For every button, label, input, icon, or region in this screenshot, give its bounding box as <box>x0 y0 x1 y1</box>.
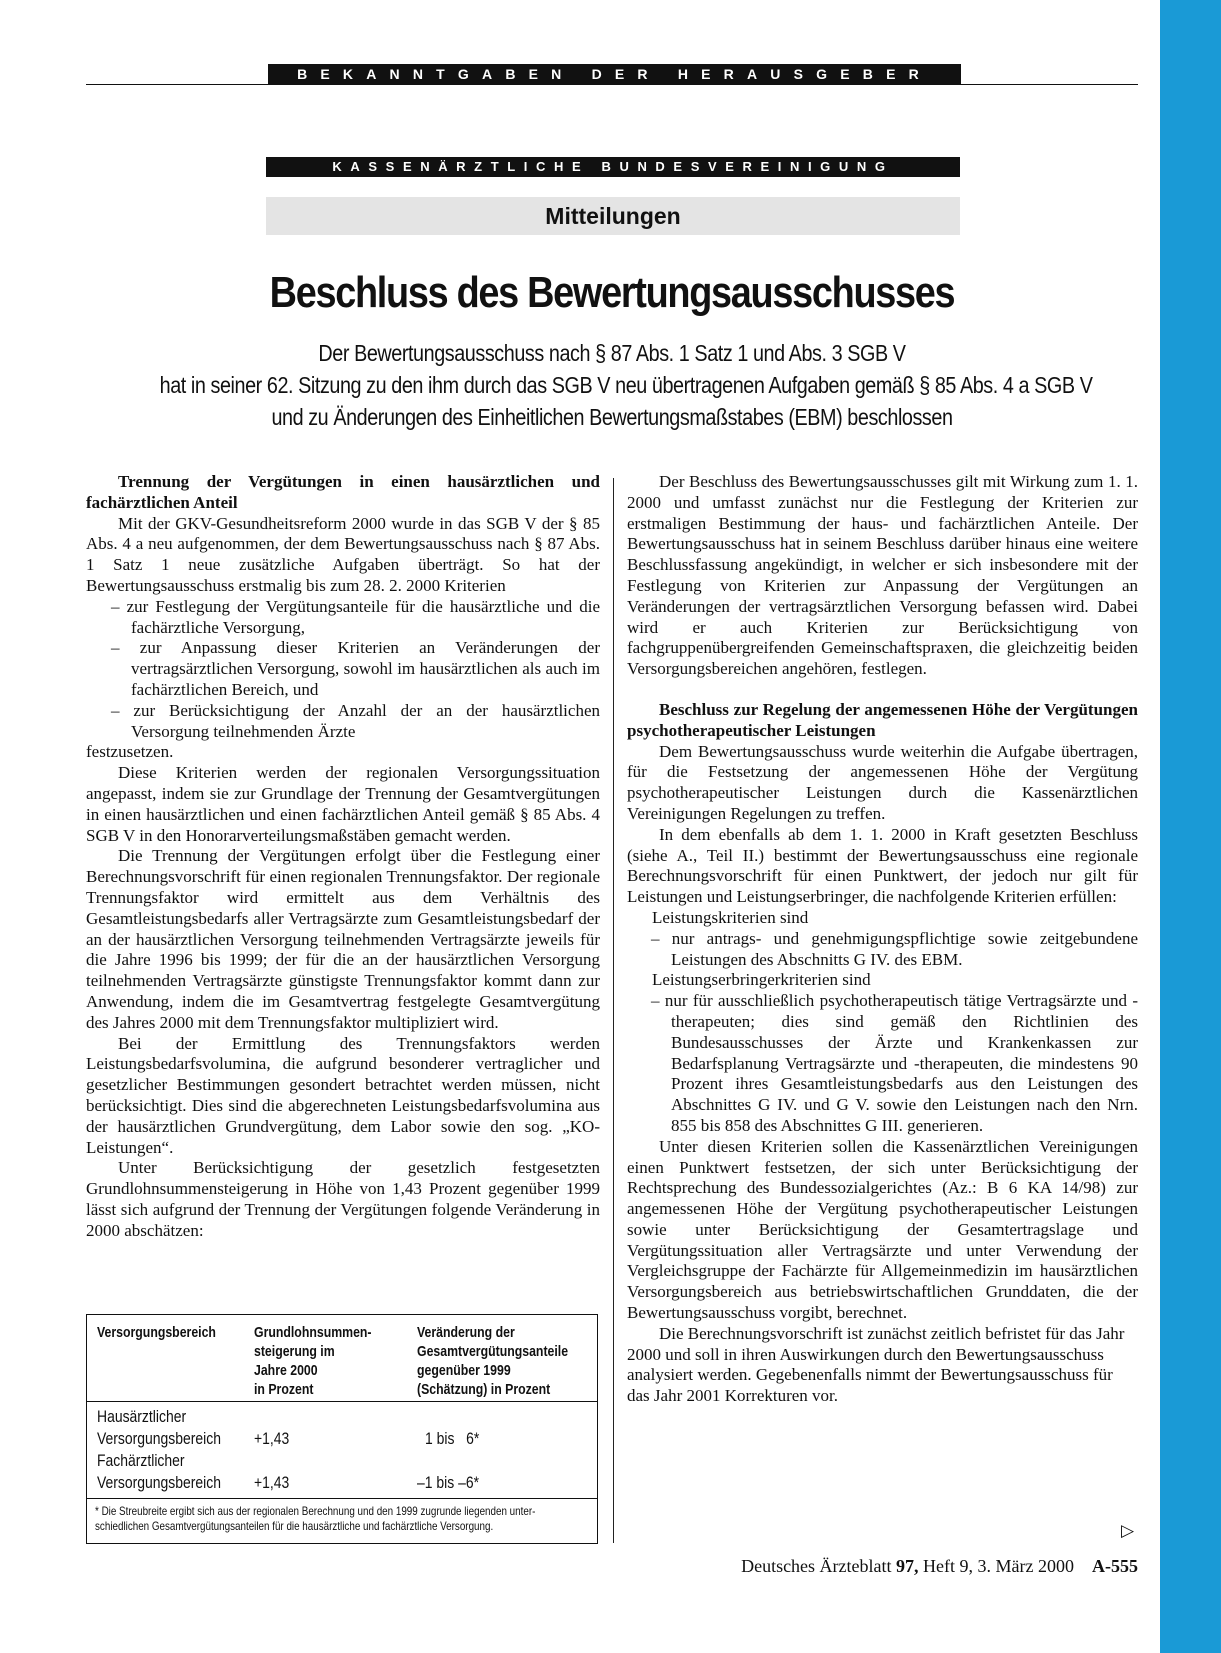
table-row: Hausärztlicher Versorgungsbereich Fachärztlicher Versorgungsbereich <box>97 1407 221 1492</box>
page-footer <box>741 1556 1138 1577</box>
section-label: BEKANNTGABEN DER HERAUSGEBER <box>268 64 961 84</box>
subtitle-line: und zu Änderungen des Einheitlichen Bewertungsmaßstabes (EBM) beschlossen <box>271 404 953 430</box>
criteria-label: Leistungskriterien sind <box>652 907 809 927</box>
category-label: Mitteilungen <box>266 197 960 235</box>
table-header-cell: Versorgungsbereich <box>97 1324 216 1341</box>
paragraph: Bei der Ermittlung des Trennungsfaktors werden Leistungsbedarfsvolumina, die aufgrund besonderer vertraglicher und gesetzlicher Bestimmungen gesondert betrachtet werden müssen, nicht berücksichtigt. Dies sind die abgerechneten Leistungsbedarfsvolumina aus der hausärztlichen Grundvergütung, dem Labor sowie den sog. „KO-Leistungen“. <box>86 1033 600 1157</box>
organization-label: KASSENÄRZTLICHE BUNDESVEREINIGUNG <box>266 157 960 177</box>
list-item: – nur antrags- und genehmigungspflichtige sowie zeitgebundene Leistungen des Abschnitts G IV. des EBM. <box>651 928 1138 969</box>
journal-name: Deutsches Ärzteblatt <box>741 1556 892 1576</box>
table-cell: +1,43 <box>254 1429 290 1448</box>
blue-side-bar <box>1160 0 1221 1653</box>
header-rule <box>86 84 1138 85</box>
table-header-cell: Veränderung der Gesamtvergütungsanteile gegenüber 1999 (Schätzung) in Prozent <box>417 1324 569 1398</box>
table-cell: +1,43 <box>254 1473 290 1492</box>
list-item: – zur Berücksichtigung der Anzahl der an der hausärztlichen Versorgung teilnehmenden Ärzte <box>111 700 600 741</box>
table-cell: –1 bis –6* <box>417 1473 480 1492</box>
page-number: A-555 <box>1092 1556 1138 1576</box>
subtitle-line: hat in seiner 62. Sitzung zu den ihm durch das SGB V neu übertragenen Aufgaben gemäß § 85 Abs. 4 a SGB V <box>159 372 1093 398</box>
continue-arrow-icon: ▷ <box>1121 1521 1135 1541</box>
right-column <box>627 472 1138 1407</box>
paragraph: Die Berechnungsvorschrift ist zunächst zeitlich befristet für das Jahr 2000 und soll in ihren Auswirkungen durch den Bewertungsausschuss analysiert werden. Gegebenenfalls nimmt der Bewertungsausschuss für das Jahr 2001 Korrekturen vor. <box>627 1323 1125 1406</box>
journal-issue: Heft 9, 3. März 2000 <box>923 1556 1074 1576</box>
paragraph: Der Beschluss des Bewertungsausschusses gilt mit Wirkung zum 1. 1. 2000 und umfasst zunächst nur die Festlegung der Kriterien zur erstmaligen Bestimmung der haus- und fachärztlichen Anteile. Der Bewertungsausschuss hat in seinem Beschluss darüber hinaus eine weitere Beschlussfassung angekündigt, in welcher er sich insbesondere mit der Festlegung von Kriterien zur Anpassung der Vergütungen an Veränderungen der vertragsärztlichen Versorgung befassen wird. Dabei wird er auch Kriterien zur Berücksichtigung von fachgruppenübergreifenden Gemeinschaftspraxen, die gleichzeitig beiden Versorgungsbereichen angehören, festlegen. <box>627 472 1138 679</box>
data-table <box>86 1314 598 1544</box>
list-item: – zur Festlegung der Vergütungsanteile für die hausärztliche und die fachärztliche Versorgung, <box>111 596 600 637</box>
paragraph: In dem ebenfalls ab dem 1. 1. 2000 in Kraft gesetzten Beschluss (siehe A., Teil II.) bestimmt der Bewertungsausschuss eine regionale Berechnungsvorschrift für einen Punktwert, der jedoch nur gilt für Leistungen und Leistungserbringer, die nachfolgende Kriterien erfüllen: <box>627 824 1138 907</box>
left-column <box>86 472 600 1241</box>
table-rule <box>87 1401 597 1402</box>
paragraph: Unter Berücksichtigung der gesetzlich festgesetzten Grundlohnsummensteigerung in Höhe von 1,43 Prozent gegenüber 1999 lässt sich aufgrund der Trennung der Vergütungen folgende Veränderung in 2000 abschätzen: <box>86 1158 600 1240</box>
criteria-label: Leistungserbringerkriterien sind <box>652 970 871 990</box>
column-divider <box>613 478 614 1543</box>
section-heading: Trennung der Vergütungen in einen hausärztlichen und fachärztlichen Anteil <box>86 472 600 512</box>
table-cell: 1 bis 6* <box>425 1429 480 1448</box>
table-rule <box>87 1498 597 1499</box>
list-item: – nur für ausschließlich psychotherapeutisch tätige Vertragsärzte und -therapeuten; dies sind gemäß den Richtlinien des Bundesausschusses der Ärzte und Krankenkassen zur Bedarfsplanung Vertragsärzte und -therapeuten, die mindestens 90 Prozent ihres Gesamtleistungsbedarfs aus den Leistungen des Abschnittes G IV. und G V. sowie den Leistungen nach den Nrn. 855 bis 858 des Abschnittes G III. generieren. <box>651 991 1138 1135</box>
journal-volume: 97, <box>896 1556 919 1576</box>
paragraph: Dem Bewertungsausschuss wurde weiterhin die Aufgabe übertragen, für die Festsetzung der angemessenen Höhe der Vergütung psychotherapeutischer Leistungen durch die Kassenärztlichen Vereinigungen Regelungen zu treffen. <box>627 741 1138 823</box>
subtitle-line: Der Bewertungsausschuss nach § 87 Abs. 1 Satz 1 und Abs. 3 SGB V <box>318 340 906 366</box>
table-footnote: * Die Streubreite ergibt sich aus der regionalen Berechnung und den 1999 zugrunde liegenden unter- schiedlichen Gesamtvergütungsanteilen für die hausärztliche und fachärztliche Versorgung. <box>95 1504 536 1533</box>
article-title: Beschluss des Bewertungsausschusses <box>269 268 955 317</box>
paragraph: festzusetzen. <box>86 742 174 762</box>
list-item: – zur Anpassung dieser Kriterien an Veränderungen der vertragsärztlichen Versorgung, sowohl im hausärztlichen als auch im fachärztlichen Bereich, und <box>111 638 600 699</box>
section-heading: Beschluss zur Regelung der angemessenen Höhe der Vergütungen psychotherapeutischer Leistungen <box>627 699 1138 740</box>
article-subtitle <box>86 337 1138 433</box>
paragraph: Die Trennung der Vergütungen erfolgt über die Festlegung einer Berechnungsvorschrift für einen regionalen Trennungsfaktor. Der regionale Trennungsfaktor wird ermittelt aus dem Verhältnis des Gesamtleistungsbedarfs aller Vertragsärzte zum Gesamtleistungsbedarf der an der hausärztlichen Versorgung teilnehmenden Vertragsärzte jeweils für die Jahre 1996 bis 1999; der für die an der hausärztlichen Versorgung teilnehmenden Vertragsärzte günstigste Trennungsfaktor kommt dann zur Anwendung, indem die im Gesamtvertrag festgelegte Gesamtvergütung des Jahres 2000 mit dem Trennungsfaktor multipliziert wird. <box>86 846 600 1032</box>
table-header-cell: Grundlohnsummen- steigerung im Jahre 2000 in Prozent <box>254 1324 372 1398</box>
paragraph: Mit der GKV-Gesundheitsreform 2000 wurde in das SGB V der § 85 Abs. 4 a neu aufgenommen, der dem Bewertungsausschuss nach § 87 Abs. 1 Satz 1 neue zusätzliche Aufgaben überträgt. So hat der Bewertungsausschuss erstmalig bis zum 28. 2. 2000 Kriterien <box>86 513 600 595</box>
paragraph: Diese Kriterien werden der regionalen Versorgungssituation angepasst, indem sie zur Grundlage der Trennung der Gesamtvergütungen in einen hausärztlichen und einen fachärztlichen Anteil gemäß § 85 Abs. 4 SGB V in den Honorarverteilungsmaßstäben gemacht werden. <box>86 763 600 845</box>
paragraph: Unter diesen Kriterien sollen die Kassenärztlichen Vereinigungen einen Punktwert festsetzen, der sich unter Berücksichtigung der Rechtsprechung des Bundessozialgerichtes (Az.: B 6 KA 14/98) zur angemessenen Höhe der Vergütung psychotherapeutischer Leistungen sowie unter Berücksichtigung der Gesamtertragslage und Vergütungssituation aller Vertragsärzte und unter Verwendung der Vergleichsgruppe der Fachärzte für Allgemeinmedizin im hausärztlichen Versorgungsbereich aus betriebswirtschaftlichen Grunddaten, die der Bewertungsausschuss vorgibt, berechnet. <box>627 1136 1138 1323</box>
